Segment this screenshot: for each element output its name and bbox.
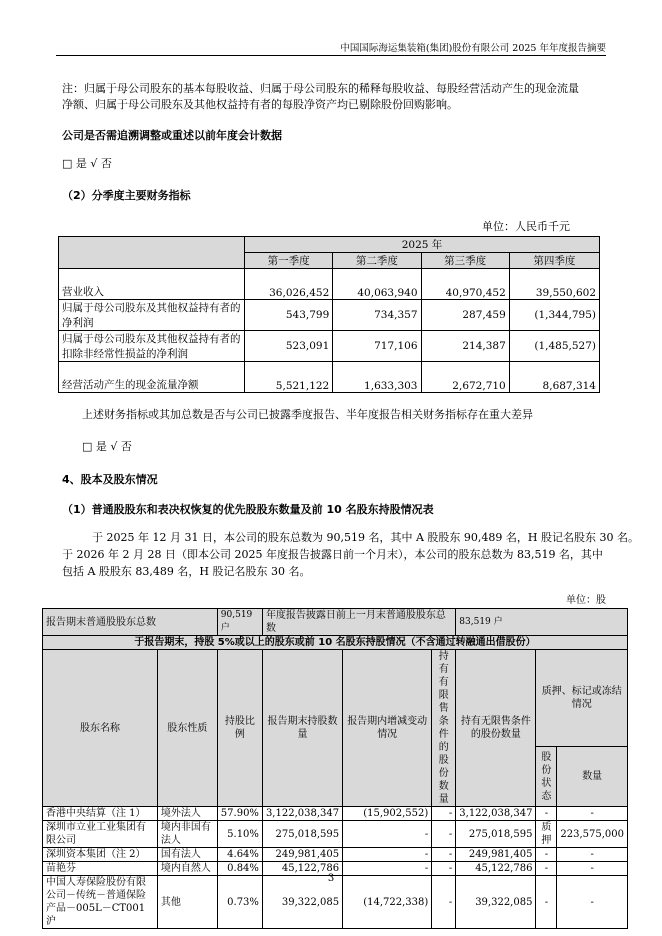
holder-count-prior-label: 年度报告披露日前上一月末普通股股东总数: [262, 609, 455, 636]
cell: -: [536, 862, 557, 876]
cell: 39,550,602: [509, 269, 599, 300]
cell: 39,322,085: [456, 876, 536, 929]
q3-header: 第三季度: [421, 253, 509, 269]
row-label: 归属于母公司股东及其他权益持有者的扣除非经常性损益的净利润: [59, 331, 245, 362]
cell: (1,485,527): [509, 331, 599, 362]
cell: -: [432, 862, 456, 876]
row-label: 归属于母公司股东及其他权益持有者的净利润: [59, 300, 245, 331]
holder-type: 国有法人: [157, 848, 217, 862]
cell: 1,633,303: [333, 362, 421, 393]
cell: 249,981,405: [262, 848, 342, 862]
year-header: 2025 年: [245, 237, 600, 253]
cell: -: [536, 848, 557, 862]
cell: -: [557, 862, 628, 876]
cell: 45,122,786: [262, 862, 342, 876]
restate-options: □ 是 √ 否: [62, 157, 112, 170]
cell: 275,018,595: [456, 821, 536, 848]
cell: -: [432, 807, 456, 821]
cell: 249,981,405: [456, 848, 536, 862]
cell: 275,018,595: [262, 821, 342, 848]
cell: 3,122,038,347: [456, 807, 536, 821]
cell: 5.10%: [217, 821, 262, 848]
holder-name: 深圳资本集团（注 2）: [43, 848, 158, 862]
cell: -: [557, 807, 628, 821]
cell: -: [557, 876, 628, 929]
restate-title: 公司是否需追溯调整或重述以前年度会计数据: [62, 129, 282, 142]
para-line-3: 包括 A 股股东 83,489 名，H 股记名股东 30 名。: [62, 565, 311, 578]
cell: 0.73%: [217, 876, 262, 929]
cell: -: [536, 807, 557, 821]
header-rule: [56, 55, 606, 56]
cell: -: [432, 848, 456, 862]
cell: -: [343, 862, 432, 876]
note-line-2: 净额、归属于母公司股东及其他权益持有者的每股净资产均已剔除股份回购影响。: [62, 98, 458, 111]
q4-header: 第四季度: [509, 253, 599, 269]
holder-type: 其他: [157, 876, 217, 929]
cell: -: [432, 876, 456, 929]
diff-options: □ 是 √ 否: [82, 440, 132, 453]
cell: 287,459: [421, 300, 509, 331]
q1-header: 第一季度: [245, 253, 333, 269]
cell: 717,106: [333, 331, 421, 362]
col-type: 股东性质: [157, 650, 217, 807]
cell: -: [557, 848, 628, 862]
top-holders-heading: 于报告期末，持股 5%或以上的股东或前 10 名股东持股情况（不含通过转融通出借股份）: [43, 636, 628, 650]
cell: (1,344,795): [509, 300, 599, 331]
cell: (14,722,338): [343, 876, 432, 929]
cell: 40,063,940: [333, 269, 421, 300]
holder-count-value: 90,519 户: [217, 609, 262, 636]
cell: 223,575,000: [557, 821, 628, 848]
section-4-title: 4、股本及股东情况: [62, 473, 158, 486]
holder-type: 境内自然人: [157, 862, 217, 876]
cell: 214,387: [421, 331, 509, 362]
col-restricted: 持有有限售条件的股份数量: [432, 650, 456, 807]
holder-count-prior-value: 83,519 户: [456, 609, 628, 636]
holder-type: 境内非国有法人: [157, 821, 217, 848]
cell: -: [343, 848, 432, 862]
q2-header: 第二季度: [333, 253, 421, 269]
col-ratio: 持股比例: [217, 650, 262, 807]
row-label: 经营活动产生的现金流量净额: [59, 362, 245, 393]
cell: 57.90%: [217, 807, 262, 821]
note-line-1: 注：归属于母公司股东的基本每股收益、归属于母公司股东的稀释每股收益、每股经营活动产生的现金流量: [62, 82, 579, 95]
col-shares: 报告期末持股数量: [262, 650, 342, 807]
cell: 0.84%: [217, 862, 262, 876]
holder-name: 香港中央结算（注 1）: [43, 807, 158, 821]
cell: 4.64%: [217, 848, 262, 862]
col-qty: 数量: [557, 747, 628, 807]
col-pledge: 质押、标记或冻结情况: [536, 650, 628, 747]
row-label: 营业收入: [59, 269, 245, 300]
cell: 45,122,786: [456, 862, 536, 876]
cell: -: [536, 876, 557, 929]
holder-name: 中国人寿保险股份有限公司－传统－普通保险产品－005L－CT001 沪: [43, 876, 158, 929]
cell: 8,687,314: [509, 362, 599, 393]
section-4-1-title: （1）普通股股东和表决权恢复的优先股股东数量及前 10 名股东持股情况表: [62, 503, 434, 516]
page-number: 3: [327, 873, 335, 884]
cell: 36,026,452: [245, 269, 333, 300]
col-change: 报告期内增减变动情况: [343, 650, 432, 807]
col-unrestricted: 持有无限售条件的股份数量: [456, 650, 536, 807]
holder-name: 苗艳芬: [43, 862, 158, 876]
cell: 质押: [536, 821, 557, 848]
cell: 5,521,122: [245, 362, 333, 393]
cell: -: [343, 821, 432, 848]
para-line-1: 于 2025 年 12 月 31 日，本公司的股东总数为 90,519 名，其中 A 股股东 90,489 名，H 股记名股东 30 名。: [92, 531, 639, 544]
unit-label-1: 单位：人民币千元: [482, 220, 570, 233]
quarter-table: [58, 236, 600, 393]
unit-label-2: 单位：股: [566, 595, 606, 606]
col-status: 股份状态: [536, 747, 557, 807]
holder-count-label: 报告期末普通股股东总数: [43, 609, 218, 636]
holder-name: 深圳市立业工业集团有限公司: [43, 821, 158, 848]
holder-type: 境外法人: [157, 807, 217, 821]
col-name: 股东名称: [43, 650, 158, 807]
cell: (15,902,552): [343, 807, 432, 821]
cell: -: [432, 821, 456, 848]
para-line-2: 于 2026 年 2 月 28 日（即本公司 2025 年度报告披露日前一个月末），本公司的股东总数为 83,519 名，其中: [62, 548, 603, 561]
page-header: 中国国际海运集装箱(集团)股份有限公司 2025 年年度报告摘要: [340, 43, 606, 54]
cell: 40,970,452: [421, 269, 509, 300]
cell: 734,357: [333, 300, 421, 331]
quarter-title: （2）分季度主要财务指标: [62, 189, 191, 202]
cell: 3,122,038,347: [262, 807, 342, 821]
cell: 523,091: [245, 331, 333, 362]
cell: 543,799: [245, 300, 333, 331]
cell: 39,322,085: [262, 876, 342, 929]
cell: 2,672,710: [421, 362, 509, 393]
diff-text: 上述财务指标或其加总数是否与公司已披露季度报告、半年度报告相关财务指标存在重大差异: [82, 408, 533, 421]
